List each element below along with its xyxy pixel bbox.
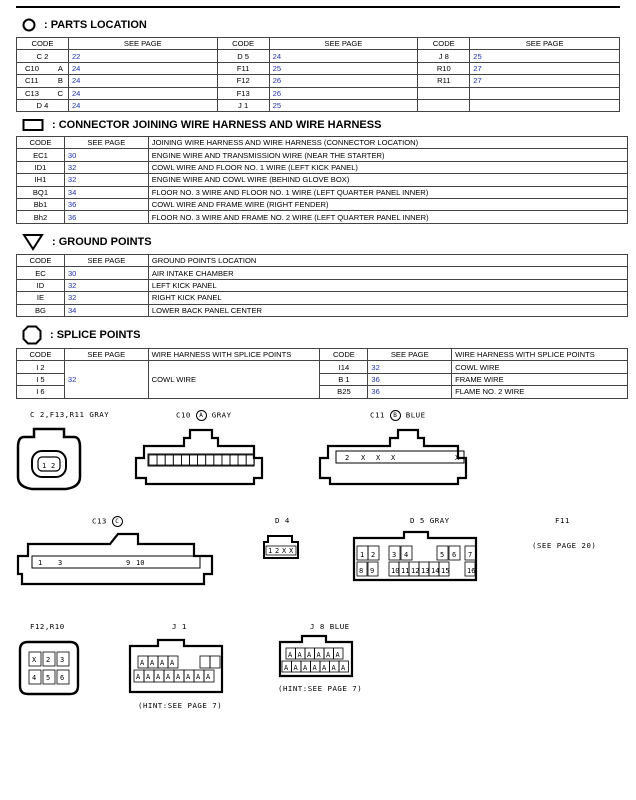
page-cell: 36 [64, 211, 148, 223]
code-cell: I 2 [17, 361, 65, 373]
circle-symbol-icon [22, 18, 36, 32]
pin-label: 2 [275, 547, 280, 555]
code-cell: F11 [217, 62, 269, 74]
pin-label: X [289, 547, 294, 555]
table-header-row [17, 137, 628, 149]
table-row [17, 174, 628, 186]
table-row [17, 161, 628, 173]
page-cell: 32 [64, 361, 148, 398]
page-cell [470, 87, 620, 99]
pin-label: A [150, 659, 155, 667]
page-cell: 34 [64, 304, 148, 316]
pin-label: X [32, 656, 37, 664]
octagon-symbol-icon [22, 325, 42, 345]
pin-label: 2 [371, 551, 376, 559]
page-cell: 34 [64, 186, 148, 198]
header-code: CODE [17, 38, 69, 50]
code-cell: C11 B [17, 75, 69, 87]
pin-label: 3 [60, 656, 65, 664]
page-cell: 27 [470, 62, 620, 74]
page-cell: 24 [68, 99, 217, 111]
pin-label: X [391, 454, 396, 462]
pin-label: 4 [32, 674, 37, 682]
page-cell: 25 [269, 62, 418, 74]
code-cell [418, 87, 470, 99]
connector-f12-label: F12,R10 [30, 622, 65, 631]
pin-cell [173, 455, 181, 465]
page-cell: 26 [269, 87, 418, 99]
header-joining: JOINING WIRE HARNESS AND WIRE HARNESS (CONNECTOR LOCATION) [148, 137, 627, 149]
pin-label: A [284, 664, 289, 672]
pin-label: 1 [360, 551, 365, 559]
pin-label: A [160, 659, 165, 667]
table-row [17, 50, 620, 62]
header-code: CODE [17, 349, 65, 361]
table-row [17, 75, 620, 87]
pin-label: 8 [359, 567, 364, 575]
desc-cell: ENGINE WIRE AND TRANSMISSION WIRE (NEAR THE STARTER) [148, 149, 627, 161]
table-row [17, 292, 628, 304]
desc-cell: LOWER BACK PANEL CENTER [148, 304, 627, 316]
splice-heading [22, 325, 140, 345]
connector-f11-label: F11 [555, 516, 570, 525]
code-cell: Bh2 [17, 211, 65, 223]
page-cell: 36 [368, 386, 452, 398]
code-cell: F13 [217, 87, 269, 99]
code-cell [418, 99, 470, 111]
pin-label: 1 [38, 559, 43, 567]
code-cell: ID1 [17, 161, 65, 173]
pin-label: 6 [452, 551, 457, 559]
header-harness: WIRE HARNESS WITH SPLICE POINTS [452, 349, 628, 361]
table-row [17, 198, 628, 210]
code-cell: B 1 [320, 373, 368, 385]
code-cell: I14 [320, 361, 368, 373]
desc-cell: FRAME WIRE [452, 373, 628, 385]
header-code: CODE [320, 349, 368, 361]
pin-label: X [282, 547, 287, 555]
pin-label: A [293, 664, 298, 672]
connector-c13-label: C13 C [92, 516, 123, 527]
connector-j8-hint: (HINT:SEE PAGE 7) [278, 684, 363, 693]
joining-title: : CONNECTOR JOINING WIRE HARNESS AND WIRE HARNESS [52, 119, 382, 131]
pin-cell [230, 455, 238, 465]
pin-label: A [335, 651, 340, 659]
connector-letter-badge: C [112, 516, 123, 527]
pin-cell [149, 455, 157, 465]
pin-cell [165, 455, 173, 465]
code-cell: R11 [418, 75, 470, 87]
pin-label: 10 [391, 567, 400, 575]
pin-cell [238, 455, 246, 465]
connector-d5-label: D 5 GRAY [410, 516, 450, 525]
desc-cell: COWL WIRE AND FLOOR NO. 1 WIRE (LEFT KICK PANEL) [148, 161, 627, 173]
pin-label: A [186, 673, 191, 681]
connector-c11-label: C11 B BLUE [370, 410, 426, 420]
desc-cell: RIGHT KICK PANEL [148, 292, 627, 304]
code-cell: BG [17, 304, 65, 316]
page-cell: 27 [470, 75, 620, 87]
pin-label: A [176, 673, 181, 681]
code-cell: I 5 [17, 373, 65, 385]
header-see-page: SEE PAGE [470, 38, 620, 50]
table-row [17, 186, 628, 198]
pin-label: A [196, 673, 201, 681]
pin-cell [206, 455, 214, 465]
pin-label: 11 [401, 567, 410, 575]
pin-label: 6 [60, 674, 65, 682]
joining-heading [22, 118, 381, 132]
pin-label: X [455, 454, 460, 462]
header-see-page: SEE PAGE [64, 255, 148, 267]
header-ground-location: GROUND POINTS LOCATION [148, 255, 627, 267]
pin-label: 9 [370, 567, 375, 575]
pin-label: 3 [392, 551, 397, 559]
pin-label: A [322, 664, 327, 672]
header-see-page: SEE PAGE [64, 137, 148, 149]
pin-label: X [376, 454, 381, 462]
top-rule [16, 6, 620, 8]
connector-letter-badge: B [390, 410, 401, 421]
rectangle-symbol-icon [22, 118, 44, 132]
connector-c10-label: C10 A GRAY [176, 410, 232, 420]
page-cell: 30 [64, 267, 148, 279]
ground-title: : GROUND POINTS [52, 236, 152, 248]
code-cell: EC [17, 267, 65, 279]
code-cell: D 5 [217, 50, 269, 62]
pin-label: 1 [42, 462, 47, 470]
table-header-row [17, 255, 628, 267]
pin-label: A [206, 673, 211, 681]
code-cell: IE [17, 292, 65, 304]
header-see-page: SEE PAGE [269, 38, 418, 50]
pin-label: A [140, 659, 145, 667]
table-header-row [17, 38, 620, 50]
pin-label: A [312, 664, 317, 672]
desc-cell: LEFT KICK PANEL [148, 279, 627, 291]
pin-cell [210, 656, 220, 668]
pin-label: A [156, 673, 161, 681]
connector-j8-label: J 8 BLUE [310, 622, 350, 631]
code-cell: IH1 [17, 174, 65, 186]
header-code: CODE [217, 38, 269, 50]
page-cell: 36 [64, 198, 148, 210]
pin-label: A [136, 673, 141, 681]
header-see-page: SEE PAGE [368, 349, 452, 361]
page-cell: 22 [68, 50, 217, 62]
page-cell: 32 [64, 161, 148, 173]
parts-location-table [16, 37, 620, 112]
pin-label: 5 [46, 674, 51, 682]
connector-j1-drawing [122, 636, 232, 698]
page-cell: 24 [68, 75, 217, 87]
pin-label: A [288, 651, 293, 659]
page-cell: 24 [68, 62, 217, 74]
triangle-symbol-icon [22, 233, 44, 251]
code-cell: D 4 [17, 99, 69, 111]
page-cell: 36 [368, 373, 452, 385]
code-cell: C 2 [17, 50, 69, 62]
desc-cell: FLOOR NO. 3 WIRE AND FLOOR NO. 1 WIRE (LEFT QUARTER PANEL INNER) [148, 186, 627, 198]
connector-c2-drawing [14, 425, 84, 493]
connector-c11-drawing [314, 424, 474, 486]
code-cell: B25 [320, 386, 368, 398]
page-cell: 32 [64, 174, 148, 186]
pin-label: A [316, 651, 321, 659]
header-code: CODE [17, 255, 65, 267]
pin-cell [190, 455, 198, 465]
pin-cell [214, 455, 222, 465]
desc-cell: AIR INTAKE CHAMBER [148, 267, 627, 279]
code-cell: R10 [418, 62, 470, 74]
pin-cell [198, 455, 206, 465]
table-row [17, 149, 628, 161]
table-row [17, 87, 620, 99]
table-row [17, 304, 628, 316]
table-row [17, 361, 628, 373]
page-cell: 32 [64, 292, 148, 304]
page-cell: 25 [470, 50, 620, 62]
pin-label: 4 [404, 551, 409, 559]
pin-label: 16 [467, 567, 476, 575]
header-harness: WIRE HARNESS WITH SPLICE POINTS [148, 349, 320, 361]
header-see-page: SEE PAGE [68, 38, 217, 50]
pin-label: 15 [441, 567, 450, 575]
connector-j8-drawing [274, 634, 358, 680]
table-row [17, 99, 620, 111]
pin-label: 3 [58, 559, 63, 567]
code-cell: I 6 [17, 386, 65, 398]
desc-cell: COWL WIRE AND FRAME WIRE (RIGHT FENDER) [148, 198, 627, 210]
code-cell: C10 A [17, 62, 69, 74]
pin-label: A [303, 664, 308, 672]
page-cell [470, 99, 620, 111]
page-cell: 32 [368, 361, 452, 373]
code-cell: BQ1 [17, 186, 65, 198]
connector-d4-drawing [260, 532, 302, 562]
code-cell: F12 [217, 75, 269, 87]
table-row [17, 267, 628, 279]
pin-label: A [170, 659, 175, 667]
header-code: CODE [17, 137, 65, 149]
code-cell: Bb1 [17, 198, 65, 210]
code-cell: ID [17, 279, 65, 291]
ground-table [16, 254, 628, 317]
splice-table [16, 348, 628, 399]
pin-label: 12 [411, 567, 420, 575]
joining-table [16, 136, 628, 224]
table-header-row [17, 349, 628, 361]
pin-label: A [331, 664, 336, 672]
ground-heading [22, 233, 152, 251]
pin-label: 10 [136, 559, 145, 567]
pin-label: A [326, 651, 331, 659]
desc-cell: COWL WIRE [452, 361, 628, 373]
table-row [17, 211, 628, 223]
pin-label: 7 [468, 551, 473, 559]
code-cell: J 8 [418, 50, 470, 62]
connector-d4-label: D 4 [275, 516, 290, 525]
connector-letter-badge: A [196, 410, 207, 421]
page-cell: 32 [64, 279, 148, 291]
page-cell: 25 [269, 99, 418, 111]
splice-title: : SPLICE POINTS [50, 329, 141, 341]
parts-location-heading [22, 18, 147, 32]
page-cell: 24 [269, 50, 418, 62]
pin-label: A [307, 651, 312, 659]
code-cell: EC1 [17, 149, 65, 161]
pin-cell [181, 455, 189, 465]
connector-c2-label: C 2,F13,R11 GRAY [30, 410, 110, 419]
pin-label: 14 [431, 567, 440, 575]
pin-cell [200, 656, 210, 668]
pin-label: 2 [46, 656, 51, 664]
header-see-page: SEE PAGE [64, 349, 148, 361]
pin-label: 13 [421, 567, 430, 575]
page-cell: 26 [269, 75, 418, 87]
pin-label: 2 [51, 462, 56, 470]
pin-label: 9 [126, 559, 131, 567]
connector-j1-label: J 1 [172, 622, 187, 631]
pin-label: A [297, 651, 302, 659]
pin-label: 1 [268, 547, 273, 555]
table-row [17, 279, 628, 291]
pin-cell [222, 455, 230, 465]
desc-cell: ENGINE WIRE AND COWL WIRE (BEHIND GLOVE BOX) [148, 174, 627, 186]
connector-d5-drawing [344, 528, 486, 584]
connector-c13-drawing [14, 530, 220, 590]
page-cell: 30 [64, 149, 148, 161]
code-cell: J 1 [217, 99, 269, 111]
pin-label: A [341, 664, 346, 672]
pin-label: A [146, 673, 151, 681]
connector-f12-drawing [14, 638, 84, 698]
desc-cell: FLOOR NO. 3 WIRE AND FRAME NO. 2 WIRE (LEFT QUARTER PANEL INNER) [148, 211, 627, 223]
connector-f11-note: (SEE PAGE 20) [532, 541, 597, 550]
table-row [17, 62, 620, 74]
connector-j1-hint: (HINT:SEE PAGE 7) [138, 701, 223, 710]
pin-label: A [166, 673, 171, 681]
desc-cell: COWL WIRE [148, 361, 320, 398]
desc-cell: FLAME NO. 2 WIRE [452, 386, 628, 398]
pin-label: 5 [440, 551, 445, 559]
code-cell: C13 C [17, 87, 69, 99]
pin-label: X [361, 454, 366, 462]
page-cell: 24 [68, 87, 217, 99]
connector-c10-drawing [130, 424, 270, 486]
parts-location-title: : PARTS LOCATION [44, 19, 147, 31]
pin-cell [157, 455, 165, 465]
header-code: CODE [418, 38, 470, 50]
pin-label: 2 [345, 454, 350, 462]
